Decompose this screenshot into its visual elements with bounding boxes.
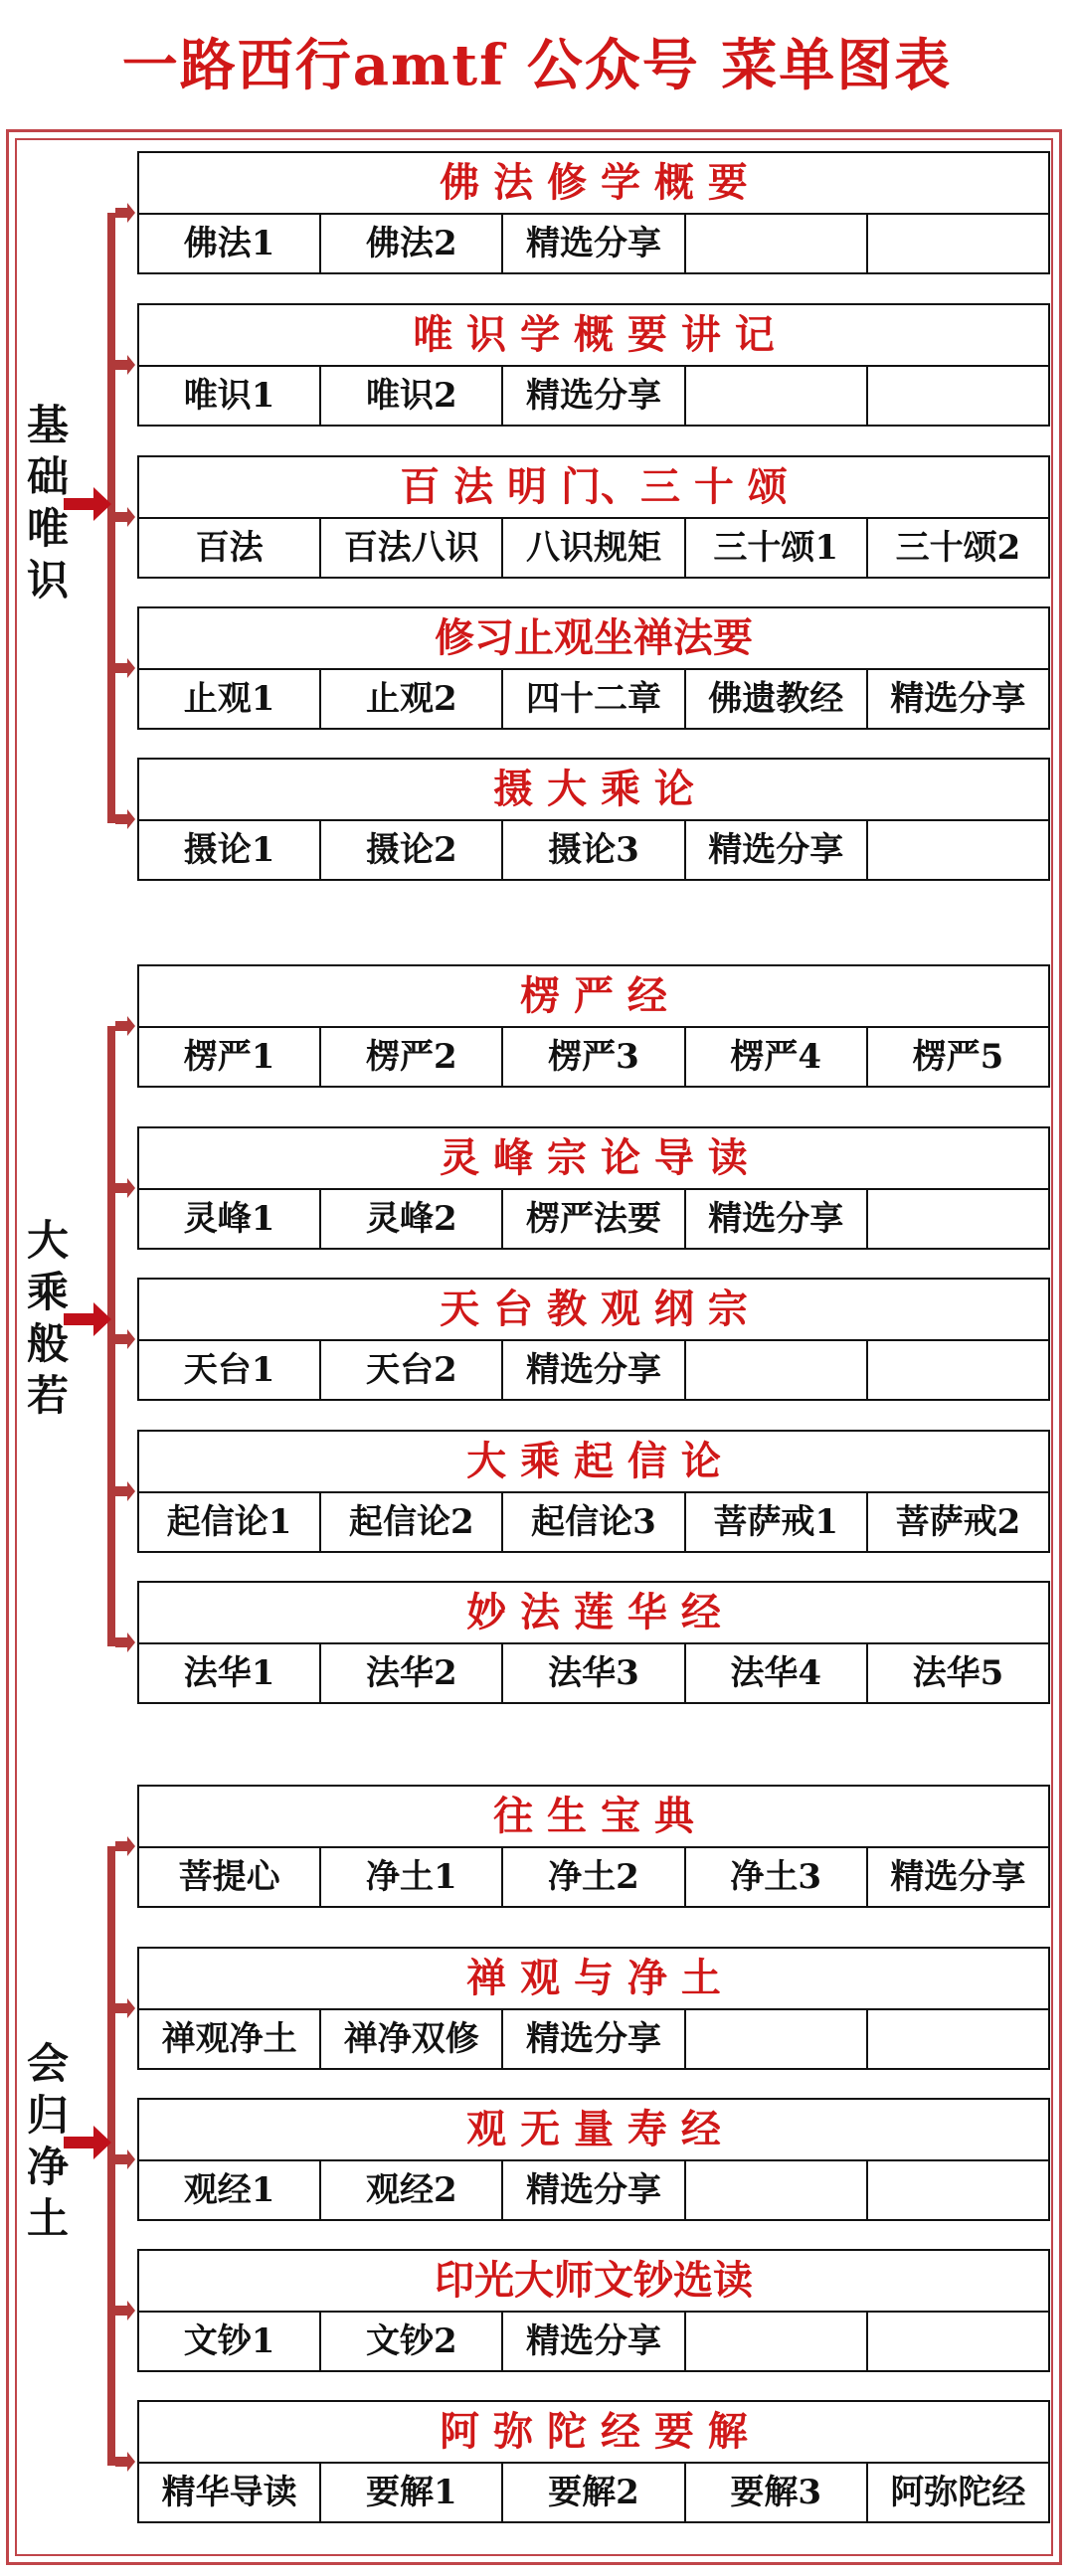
menu-item[interactable]: 法华5 xyxy=(912,1653,1004,1693)
menu-item-row xyxy=(139,2161,1048,2219)
menu-item[interactable]: 精选分享 xyxy=(686,821,868,879)
menu-item[interactable]: 精选分享 xyxy=(503,367,685,425)
menu-item[interactable]: 精华导读 xyxy=(139,2464,321,2521)
menu-item[interactable]: 法华1 xyxy=(139,1644,321,1702)
menu-item[interactable]: 天台1 xyxy=(139,1341,321,1399)
menu-item[interactable]: 净土1 xyxy=(321,1848,503,1906)
menu-item[interactable]: 精选分享 xyxy=(503,2313,685,2370)
menu-item[interactable]: 法华3 xyxy=(503,1644,685,1702)
section-label: 基 础 唯 识 xyxy=(26,401,69,604)
arrow-right-icon xyxy=(64,1302,111,1340)
menu-item[interactable]: 禅净双修 xyxy=(321,2010,503,2068)
menu-group-title: 摄 大 乘 论 xyxy=(139,760,1048,821)
menu-item[interactable]: 禅观净土 xyxy=(139,2010,321,2068)
menu-item[interactable]: 阿弥陀经 xyxy=(890,2473,1026,2512)
menu-item-row xyxy=(139,1190,1048,1248)
menu-group-title: 灵 峰 宗 论 导 读 xyxy=(139,1128,1048,1190)
menu-item-empty xyxy=(868,1190,1048,1248)
menu-item[interactable]: 摄论1 xyxy=(139,821,321,879)
menu-item[interactable]: 要解3 xyxy=(686,2464,868,2521)
menu-group-title: 妙 法 莲 华 经 xyxy=(139,1583,1048,1644)
arrow-right-icon xyxy=(115,1632,135,1652)
menu-group-title: 修习止观坐禅法要 xyxy=(139,608,1048,670)
menu-item[interactable]: 天台2 xyxy=(321,1341,503,1399)
menu-group-title: 唯 识 学 概 要 讲 记 xyxy=(139,305,1048,367)
menu-item[interactable]: 唯识2 xyxy=(321,367,503,425)
menu-item-empty xyxy=(686,367,868,425)
menu-item-row xyxy=(139,215,1048,272)
menu-item[interactable]: 观经2 xyxy=(321,2161,503,2219)
page-title: 一路西行amtf 公众号 菜单图表 xyxy=(121,33,953,98)
menu-item[interactable]: 起信论1 xyxy=(139,1493,321,1551)
menu-item[interactable]: 佛法2 xyxy=(321,215,503,272)
menu-item-row xyxy=(139,1341,1048,1399)
menu-item[interactable]: 精选分享 xyxy=(890,679,1026,719)
arrow-right-icon xyxy=(64,2126,111,2163)
menu-item-row xyxy=(139,1848,1048,1906)
section-label: 会 归 净 土 xyxy=(26,2039,69,2243)
menu-group xyxy=(137,1126,1050,1250)
menu-group xyxy=(137,758,1050,881)
menu-item[interactable]: 精选分享 xyxy=(503,215,685,272)
menu-item[interactable]: 精选分享 xyxy=(890,1857,1026,1897)
menu-group xyxy=(137,1581,1050,1704)
menu-group-title: 往 生 宝 典 xyxy=(139,1787,1048,1848)
arrow-right-icon xyxy=(115,203,135,223)
menu-item-row xyxy=(139,670,1048,728)
menu-item[interactable]: 净土3 xyxy=(686,1848,868,1906)
menu-item[interactable]: 起信论2 xyxy=(321,1493,503,1551)
menu-item-empty xyxy=(868,2313,1048,2370)
menu-item-empty xyxy=(686,1341,868,1399)
arrow-right-icon xyxy=(115,355,135,375)
menu-item[interactable]: 楞严5 xyxy=(912,1037,1004,1077)
menu-item[interactable]: 楞严法要 xyxy=(503,1190,685,1248)
menu-item[interactable]: 文钞2 xyxy=(321,2313,503,2370)
menu-group xyxy=(137,1278,1050,1401)
menu-group xyxy=(137,2098,1050,2221)
menu-item-row xyxy=(139,1028,1048,1086)
menu-item[interactable]: 楞严3 xyxy=(503,1028,685,1086)
menu-item-empty xyxy=(686,2010,868,2068)
menu-item-empty xyxy=(868,367,1048,425)
menu-group xyxy=(137,303,1050,427)
menu-item[interactable]: 楞严2 xyxy=(321,1028,503,1086)
menu-item[interactable]: 佛法1 xyxy=(139,215,321,272)
arrow-right-icon xyxy=(115,1481,135,1501)
menu-item-empty xyxy=(868,215,1048,272)
menu-item[interactable]: 灵峰1 xyxy=(139,1190,321,1248)
arrow-right-icon xyxy=(115,1178,135,1198)
menu-group-title: 禅 观 与 净 土 xyxy=(139,1949,1048,2010)
menu-group xyxy=(137,606,1050,730)
menu-group xyxy=(137,151,1050,274)
menu-item[interactable]: 菩提心 xyxy=(139,1848,321,1906)
menu-item-empty xyxy=(868,821,1048,879)
menu-item[interactable]: 观经1 xyxy=(139,2161,321,2219)
menu-item-empty xyxy=(868,1341,1048,1399)
menu-group-title: 百 法 明 门、三 十 颂 xyxy=(139,457,1048,519)
arrow-right-icon xyxy=(115,2149,135,2169)
menu-item[interactable]: 法华2 xyxy=(321,1644,503,1702)
menu-group xyxy=(137,455,1050,579)
arrow-right-icon xyxy=(115,1998,135,2018)
menu-item-row xyxy=(139,1493,1048,1551)
menu-item[interactable]: 佛遗教经 xyxy=(686,670,868,728)
menu-item[interactable]: 要解2 xyxy=(503,2464,685,2521)
menu-item[interactable]: 精选分享 xyxy=(503,1341,685,1399)
menu-item-row xyxy=(139,2313,1048,2370)
menu-group xyxy=(137,964,1050,1088)
menu-item-empty xyxy=(868,2161,1048,2219)
menu-item[interactable]: 文钞1 xyxy=(139,2313,321,2370)
menu-item[interactable]: 精选分享 xyxy=(503,2010,685,2068)
menu-item-empty xyxy=(686,215,868,272)
menu-item[interactable]: 摄论2 xyxy=(321,821,503,879)
arrow-right-icon xyxy=(115,507,135,527)
menu-item[interactable]: 四十二章 xyxy=(503,670,685,728)
menu-item-empty xyxy=(868,2010,1048,2068)
menu-item[interactable]: 菩萨戒2 xyxy=(895,1502,1021,1542)
menu-item-row xyxy=(139,2010,1048,2068)
menu-item[interactable]: 要解1 xyxy=(321,2464,503,2521)
menu-item[interactable]: 灵峰2 xyxy=(321,1190,503,1248)
menu-item-empty xyxy=(686,2161,868,2219)
menu-item[interactable]: 菩萨戒1 xyxy=(686,1493,868,1551)
menu-item[interactable]: 百法八识 xyxy=(321,519,503,577)
arrow-right-icon xyxy=(115,1836,135,1856)
menu-group xyxy=(137,2249,1050,2372)
menu-item[interactable]: 摄论3 xyxy=(503,821,685,879)
menu-group-title: 观 无 量 寿 经 xyxy=(139,2100,1048,2161)
menu-item[interactable]: 精选分享 xyxy=(503,2161,685,2219)
menu-group xyxy=(137,2400,1050,2523)
menu-item[interactable]: 八识规矩 xyxy=(503,519,685,577)
menu-item[interactable]: 三十颂2 xyxy=(895,528,1021,568)
menu-group-title: 阿 弥 陀 经 要 解 xyxy=(139,2402,1048,2464)
menu-item[interactable]: 唯识1 xyxy=(139,367,321,425)
menu-item-row xyxy=(139,1644,1048,1702)
menu-group-title: 佛 法 修 学 概 要 xyxy=(139,153,1048,215)
menu-item[interactable]: 止观2 xyxy=(321,670,503,728)
menu-item[interactable]: 楞严1 xyxy=(139,1028,321,1086)
menu-item-row xyxy=(139,2464,1048,2521)
menu-item[interactable]: 楞严4 xyxy=(686,1028,868,1086)
menu-group xyxy=(137,1947,1050,2070)
arrow-right-icon xyxy=(115,1329,135,1349)
arrow-right-icon xyxy=(115,658,135,678)
menu-group xyxy=(137,1785,1050,1908)
menu-item[interactable]: 止观1 xyxy=(139,670,321,728)
menu-item[interactable]: 起信论3 xyxy=(503,1493,685,1551)
arrow-right-icon xyxy=(115,2452,135,2472)
menu-item[interactable]: 法华4 xyxy=(686,1644,868,1702)
menu-group-title: 楞 严 经 xyxy=(139,966,1048,1028)
menu-group-title: 大 乘 起 信 论 xyxy=(139,1432,1048,1493)
arrow-right-icon xyxy=(115,1016,135,1036)
menu-group xyxy=(137,1430,1050,1553)
menu-item-row xyxy=(139,821,1048,879)
menu-item[interactable]: 精选分享 xyxy=(686,1190,868,1248)
arrow-right-icon xyxy=(115,809,135,829)
arrow-right-icon xyxy=(64,487,111,525)
section-label: 大 乘 般 若 xyxy=(26,1216,69,1420)
menu-item[interactable]: 三十颂1 xyxy=(686,519,868,577)
menu-item-row xyxy=(139,519,1048,577)
menu-group-title: 天 台 教 观 纲 宗 xyxy=(139,1280,1048,1341)
menu-item[interactable]: 百法 xyxy=(139,519,321,577)
menu-item[interactable]: 净土2 xyxy=(503,1848,685,1906)
menu-item-empty xyxy=(686,2313,868,2370)
menu-group-title: 印光大师文钞选读 xyxy=(139,2251,1048,2313)
menu-item-row xyxy=(139,367,1048,425)
arrow-right-icon xyxy=(115,2301,135,2320)
